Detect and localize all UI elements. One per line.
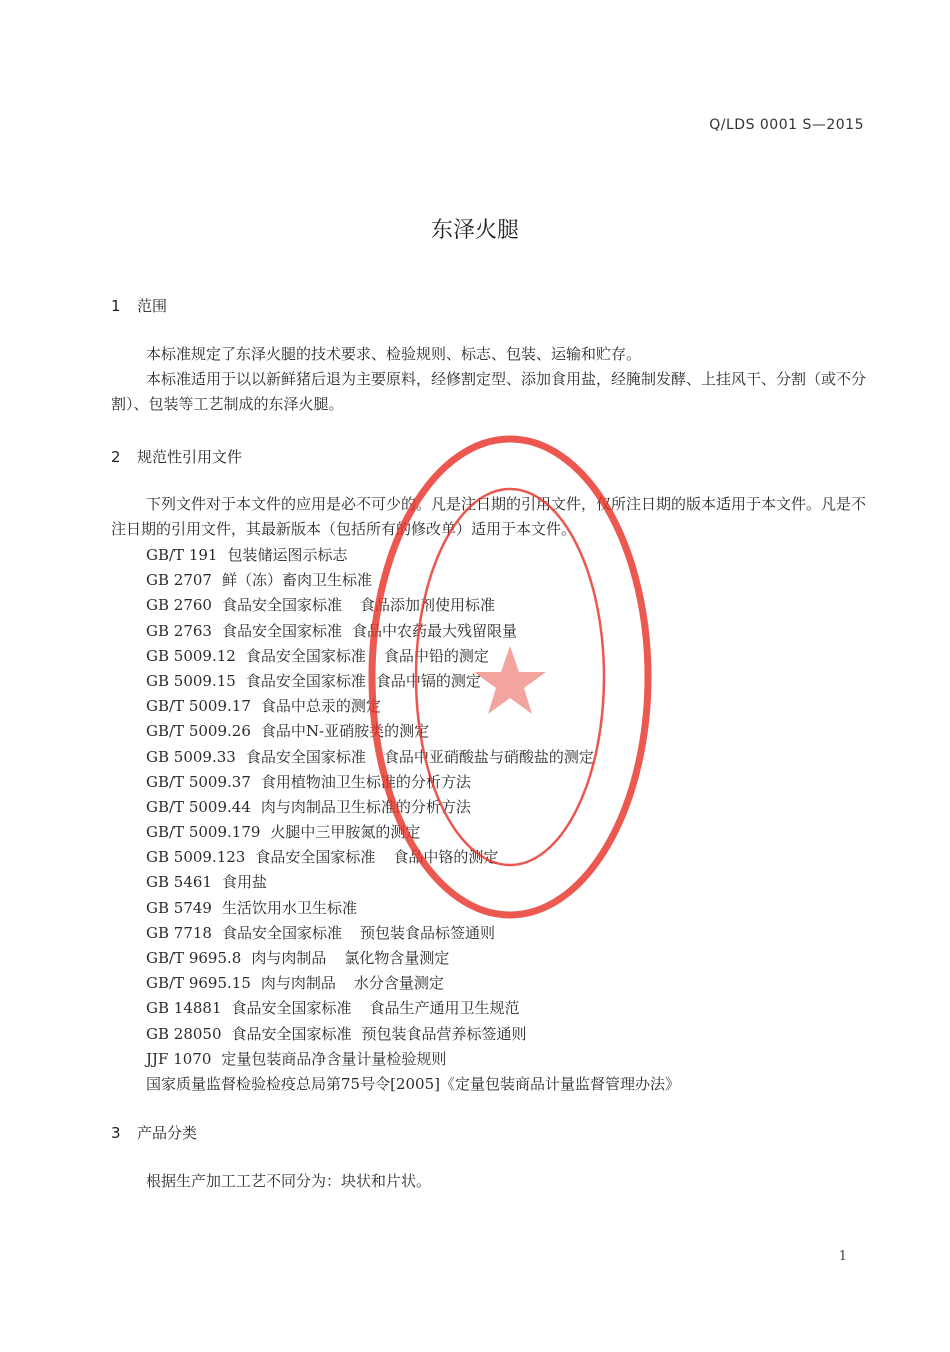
reference-item: JJF 1070 定量包装商品净含量计量检验规则	[146, 1049, 447, 1068]
section-title: 范围	[137, 297, 168, 315]
page-number: 1	[838, 1249, 847, 1264]
section-2-heading	[111, 446, 242, 467]
seal-graphic	[372, 439, 648, 915]
document-title: 东泽火腿	[430, 218, 519, 243]
section-title: 产品分类	[137, 1124, 198, 1142]
reference-item: GB/T 5009.26 食品中N-亚硝胺类的测定	[146, 722, 430, 741]
section-number: 1	[111, 297, 121, 315]
reference-item: GB/T 5009.17 食品中总汞的测定	[146, 697, 381, 716]
reference-item: GB/T 9695.15 肉与肉制品 水分含量测定	[146, 974, 444, 993]
references-intro: 下列文件对于本文件的应用是必不可少的。凡是注日期的引用文件，仅所注日期的版本适用于本文件。凡是不注日期的引用文件，其最新版本（包括所有的修改单）适用于本文件。	[111, 495, 867, 538]
reference-item: GB 5009.12 食品安全国家标准 食品中铅的测定	[146, 646, 489, 665]
reference-item: GB/T 5009.179 火腿中三甲胺氮的测定	[146, 823, 421, 842]
reference-item: GB 5749 生活饮用水卫生标准	[146, 898, 357, 917]
standard-code: Q/LDS 0001 S—2015	[709, 117, 864, 133]
reference-item: GB 7718 食品安全国家标准 预包装食品标签通则	[146, 923, 495, 942]
reference-item: GB 5461 食用盐	[146, 873, 267, 892]
reference-item: GB/T 9695.8 肉与肉制品 氯化物含量测定	[146, 949, 450, 967]
scope-paragraph-2: 本标准适用于以以新鲜猪后退为主要原料，经修割定型、添加食用盐，经腌制发酵、上挂风干、分割（或不分割）、包装等工艺制成的东泽火腿。	[111, 370, 867, 413]
official-seal-stamp	[360, 428, 660, 926]
section-number: 3	[111, 1124, 121, 1142]
reference-item: GB/T 191 包装储运图示标志	[146, 546, 348, 564]
reference-item: GB/T 5009.37 食用植物油卫生标准的分析方法	[146, 772, 471, 791]
reference-item: GB 2707 鲜（冻）畜肉卫生标准	[146, 571, 372, 590]
reference-item: GB 5009.15 食品安全国家标准 食品中镉的测定	[146, 671, 481, 690]
reference-item: GB 28050 食品安全国家标准 预包装食品营养标签通则	[146, 1024, 527, 1043]
scope-paragraph-1: 本标准规定了东泽火腿的技术要求、检验规则、标志、包装、运输和贮存。	[146, 345, 642, 363]
reference-item: GB 2760 食品安全国家标准 食品添加剂使用标准	[146, 596, 495, 615]
reference-item: GB 5009.123 食品安全国家标准 食品中铬的测定	[146, 848, 499, 867]
seal-star	[474, 646, 546, 714]
section-3-heading	[111, 1122, 197, 1143]
section-title: 规范性引用文件	[137, 448, 243, 466]
reference-item: GB 14881 食品安全国家标准 食品生产通用卫生规范	[146, 999, 520, 1018]
classification-paragraph: 根据生产加工工艺不同分为：块状和片状。	[146, 1172, 432, 1190]
reference-item: GB/T 5009.44 肉与肉制品卫生标准的分析方法	[146, 797, 471, 816]
reference-item: GB 2763 食品安全国家标准 食品中农药最大残留限量	[146, 621, 517, 640]
section-number: 2	[111, 448, 121, 466]
section-1-heading	[111, 295, 167, 316]
reference-item: 国家质量监督检验检疫总局第75号令[2005]《定量包装商品计量监督管理办法》	[146, 1074, 680, 1093]
reference-item: GB 5009.33 食品安全国家标准 食品中亚硝酸盐与硝酸盐的测定	[146, 747, 594, 766]
